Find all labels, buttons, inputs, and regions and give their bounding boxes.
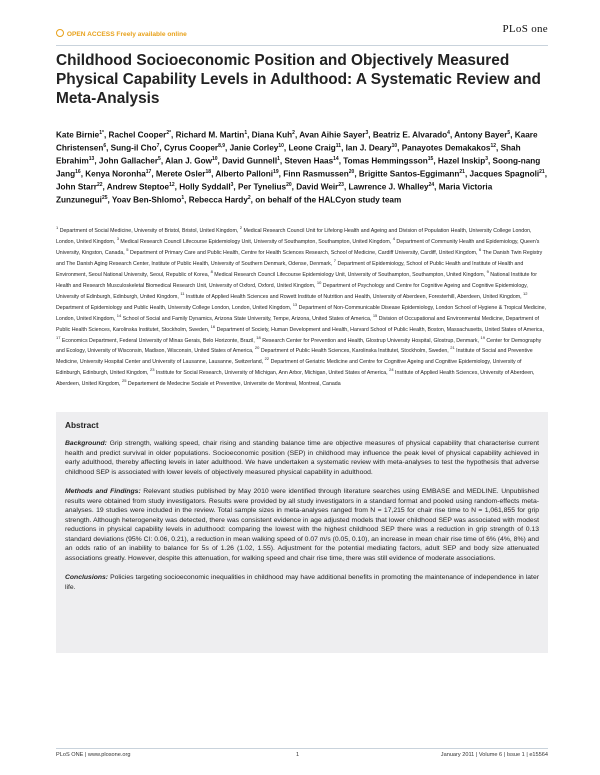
- affiliation-number: 11: [180, 290, 185, 296]
- affiliation-text: Department of Primary Care and Public Health, Centre for Health Sciences Research, School of Medicine, Cardiff University, Cardiff, United Kingdom,: [129, 249, 478, 256]
- abstract-label: Background:: [65, 440, 107, 447]
- author-affiliation-ref: 17: [145, 169, 152, 176]
- author: Finn Rasmussen: [283, 169, 349, 179]
- author-affiliation-ref: 15: [427, 156, 434, 163]
- author: Tomas Hemmingsson: [343, 156, 428, 166]
- affiliation-number: 22: [264, 356, 270, 362]
- affiliation-number: 20: [254, 345, 260, 351]
- affiliation-text: Institute of Social and Preventive Medicine, University Hospital Center and University of Lausanne, Lausanne, Switzerland,: [56, 348, 533, 366]
- affiliation-text: National Institute for Health and Research Musculoskeletal Biomedical Research Unit, University of Oxford, Oxford, United Kingdom,: [56, 271, 537, 289]
- author-affiliation-ref: 12: [169, 182, 175, 189]
- author: Merete Osler: [155, 169, 206, 179]
- footer-citation: January 2011 | Volume 6 | Issue 1 | e15564: [440, 752, 548, 758]
- author: Maria Victoria Zunzunegui: [56, 182, 493, 205]
- affiliation-text: Department of Society, Human Development and Health, Harvard School of Public Health, Boston, Massachusetts, United States of America,: [216, 326, 544, 333]
- author: Janie Corley: [229, 143, 279, 153]
- affiliation-text: Institute of Applied Health Sciences and Rowett Institute of Nutrition and Health, University of Aberdeen, Foresterhill, Aberdeen, United Kingdom,: [185, 293, 522, 300]
- journal-logo: [503, 23, 549, 35]
- affiliation-text: Institute of Applied Health Sciences, University of Aberdeen, Aberdeen, United Kingdom,: [56, 370, 535, 388]
- author-affiliation-ref: 5: [507, 130, 511, 136]
- affiliation-number: 17: [56, 334, 61, 340]
- author-affiliation-ref: 10: [391, 143, 398, 150]
- author: Kaare Christensen: [56, 130, 538, 153]
- author-affiliation-ref: 16: [75, 169, 81, 176]
- author: Richard M. Martin: [175, 130, 245, 140]
- affiliation-text: Department of Psychology and Centre for Cognitive Ageing and Cognitive Epidemiology, University of Edinburgh, Edinburgh, United Kingdom,: [56, 282, 528, 300]
- author-affiliation-ref: 12: [490, 143, 497, 150]
- author: Kate Birnie: [56, 130, 100, 140]
- author: Avan Aihie Sayer: [299, 130, 366, 140]
- article-title: Childhood Socioeconomic Position and Objectively Measured Physical Capability Levels in Adulthood: A Systematic Review and Meta-Analysis: [56, 52, 541, 107]
- affiliation-text: Institute for Social Research, University of Michigan, Ann Arbor, Michigan, United States of America,: [155, 370, 388, 377]
- affiliation-text: Department of Non-Communicable Disease Epidemiology, London School of Hygiene & Tropical Medicine, London, United Kingdom,: [56, 304, 546, 322]
- footer-journal: PLoS ONE | www.plosone.org: [56, 752, 131, 758]
- affiliation-text: Departement de Medecine Sociale et Preventive, Universite de Montreal, Montreal, Canada: [127, 381, 341, 388]
- author-affiliation-ref: 1: [244, 130, 248, 136]
- author: Holly Syddall: [179, 182, 231, 192]
- abstract-box: [56, 412, 548, 653]
- author-affiliation-ref: 3: [230, 182, 234, 189]
- affiliation-text: Medical Research Council Lifecourse Epidemiology Unit, University of Southampton, Southampton, United Kingdom,: [214, 271, 486, 278]
- affiliation-text: Department of Social Medicine, University of Bristol, Bristol, United Kingdom,: [59, 227, 239, 234]
- affiliation-number: 12: [523, 290, 528, 296]
- author-affiliation-ref: 21: [459, 169, 465, 176]
- header-divider: [56, 45, 548, 46]
- author-affiliation-ref: 10: [211, 156, 218, 163]
- author: Steven Haas: [284, 156, 334, 166]
- author: Beatriz E. Alvarado: [372, 130, 448, 140]
- author-affiliation-ref: 1: [181, 195, 185, 202]
- affiliation-text: Department of Community Health and Epidemiology, Queen's University, Kingston, Canada,: [56, 238, 540, 256]
- affiliations: [56, 224, 548, 388]
- author: Panayotes Demakakos: [401, 143, 491, 153]
- author-group: , on behalf of the HALCyon study team: [250, 195, 402, 205]
- affiliation-text: Medical Research Council Lifecourse Epidemiology Unit, University of Southampton, Southampton, United Kingdom,: [120, 238, 392, 245]
- abstract-text: Grip strength, walking speed, chair rising and standing balance time are objective measures of physical capability that characterise current health and predict survival in older populations. Socioeconomic position (SEP) in childhood may influence the peak level of physical capability achieved in early adulthood, thereby affecting levels in later adulthood. We have undertaken a systematic review with meta-analyses to test the hypothesis that adverse childhood SEP is associated with lower levels of objectively measured physical capability in adulthood.: [65, 440, 539, 476]
- author-affiliation-ref: 2: [247, 195, 251, 202]
- author-affiliation-ref: 10: [278, 143, 284, 150]
- affiliation-text: Department of Epidemiology and Public Health, University College London, London, United Kingdom,: [56, 304, 292, 311]
- author-affiliation-ref: 4: [447, 130, 450, 136]
- author-list: Kate Birnie$^{1*}$, Rachel Cooper$^{2*}$, Richard M. Martin$^1$, Diana Kuh$^2$, Avan Aihie Sayer$^3$, Beatriz E. Alvarado$^4$, Antony Bayer$^5$, Kaare Christensen$^6$, Sung-il Cho$^7$, Cyrus Cooper$^{8,9}$, Janie Corley$^{10}$, Leone Craig$^{11}$, Ian J. Deary$^{10}$, Panayotes Demakakos$^{12}$, Shah Ebrahim$^{13}$, John Gallacher$^5$, Alan J. Gow$^{10}$, David Gunnell$^1$, Steven Haas$^{14}$, Tomas Hemmingsson$^{15}$, Hazel Inskip$^3$, Soong-nang Jang$^{16}$, Kenya Noronha$^{17}$, Merete Osler$^{18}$, Alberto Palloni$^{19}$, Finn Rasmussen$^{20}$, Brigitte Santos-Eggimann$^{21}$, Jacques Spagnoli$^{21}$, John Starr$^{22}$, Andrew Steptoe$^{12}$, Holly Syddall$^3$, Per Tynelius$^{20}$, David Weir$^{23}$, Lawrence J. Whalley$^{24}$, Maria Victoria Zunzunegui$^{25}$, Yoav Ben-Shlomo$^1$, Rebecca Hardy$^2$, on behalf of the HALCyon study team: [56, 130, 547, 205]
- affiliation-number: 9: [486, 268, 489, 274]
- author-affiliation-ref: 14: [333, 156, 339, 163]
- affiliation-number: 21: [450, 345, 455, 351]
- author: Leone Craig: [288, 143, 336, 153]
- affiliation-number: 15: [372, 312, 378, 318]
- author: Soong-nang Jang: [56, 156, 541, 179]
- author-affiliation-ref: 24: [428, 182, 435, 189]
- affiliation-text: Center for Demography and Ecology, University of Wisconsin, Madison, Wisconsin, United States of America,: [56, 337, 542, 355]
- author-affiliation-ref: 3: [485, 156, 488, 163]
- author: Per Tynelius: [237, 182, 287, 192]
- affiliation-number: 6: [478, 246, 482, 252]
- author: Rachel Cooper: [108, 130, 167, 140]
- author: Rebecca Hardy: [188, 195, 248, 205]
- open-access-banner: [56, 29, 187, 38]
- abstract-label: Conclusions:: [65, 574, 109, 581]
- affiliation-text: Research Center for Prevention and Health, Glostrup University Hospital, Glostrup, Denmark,: [262, 337, 479, 344]
- author: Shah Ebrahim: [56, 143, 521, 166]
- affiliation-number: 7: [333, 257, 336, 263]
- abstract-methods: [65, 487, 539, 563]
- author-affiliation-ref: 21: [539, 169, 545, 176]
- author: Diana Kuh: [251, 130, 293, 140]
- author-affiliation-ref: 3: [365, 130, 369, 136]
- affiliation-number: 18: [256, 334, 261, 340]
- author-affiliation-ref: 18: [205, 169, 212, 176]
- author-affiliation-ref: 20: [286, 182, 292, 189]
- affiliation-text: School of Social and Family Dynamics, Arizona State University, Tempe, Arizona, United States of America,: [122, 315, 372, 322]
- affiliation-text: Department of Public Health Sciences, Karolinska Institutet, Stockholm, Sweden,: [260, 348, 449, 355]
- author: Hazel Inskip: [437, 156, 486, 166]
- open-access-label: OPEN ACCESS Freely available online: [66, 31, 187, 38]
- author: Ian J. Deary: [345, 143, 392, 153]
- affiliation-number: 10: [316, 279, 322, 285]
- affiliation-text: Economics Department, Federal University of Minas Gerais, Belo Horizonte, Brazil,: [61, 337, 255, 344]
- author-affiliation-ref: 2*: [166, 130, 172, 136]
- affiliation-number: 8: [210, 268, 213, 274]
- author-affiliation-ref: 22: [96, 182, 103, 189]
- author: John Starr: [56, 182, 97, 192]
- affiliation-number: 1: [56, 225, 59, 230]
- author-affiliation-ref: 19: [273, 169, 279, 176]
- author-affiliation-ref: 11: [335, 143, 342, 150]
- author-affiliation-ref: 5: [158, 156, 161, 163]
- author-affiliation-ref: 7: [156, 143, 160, 150]
- author-affiliation-ref: 8,9: [218, 143, 226, 150]
- author: David Weir: [296, 182, 339, 192]
- abstract-label: Methods and Findings:: [65, 488, 141, 495]
- author-affiliation-ref: 25: [101, 195, 108, 202]
- author: Cyrus Cooper: [163, 143, 219, 153]
- author: Alan J. Gow: [165, 156, 212, 166]
- affiliation-number: 23: [150, 367, 155, 373]
- author-affiliation-ref: 23: [338, 182, 344, 189]
- open-access-icon: [56, 29, 64, 37]
- abstract-conclusions: [65, 573, 539, 592]
- author-affiliation-ref: 1: [277, 156, 280, 163]
- journal-logo-text: PLoS one: [502, 23, 548, 35]
- affiliation-number: 19: [480, 334, 485, 340]
- author: Sung-il Cho: [110, 143, 157, 153]
- author: Jacques Spagnoli: [469, 169, 540, 179]
- author-affiliation-ref: 6: [103, 143, 107, 150]
- affiliation-number: 24: [389, 367, 394, 373]
- author: Lawrence J. Whalley: [348, 182, 429, 192]
- author: Andrew Steptoe: [106, 182, 170, 192]
- author: John Gallacher: [98, 156, 159, 166]
- affiliation-number: 13: [292, 301, 298, 307]
- footer-divider: [56, 748, 548, 749]
- affiliation-number: 2: [239, 225, 242, 230]
- author: Alberto Palloni: [215, 169, 274, 179]
- affiliation-number: 3: [116, 235, 119, 241]
- author-affiliation-ref: 13: [88, 156, 95, 163]
- author: Kenya Noronha: [85, 169, 146, 179]
- abstract-text: Policies targeting socioeconomic inequalities in childhood may have additional benefits in promoting the maintenance of independence in later life.: [65, 574, 539, 591]
- affiliation-text: The Danish Twin Registry and The Danish Aging Research Center, Institute of Public Health, University of Southern Denmark, Odense, Denmark,: [56, 249, 543, 267]
- affiliation-number: 16: [210, 323, 216, 329]
- affiliation-number: 5: [126, 246, 129, 252]
- abstract-heading: Abstract: [65, 420, 99, 430]
- affiliation-text: Department of Geriatric Medicine and Centre for Cognitive Ageing and Cognitive Epidemiology, University of Edinburgh, Edinburgh, United Kingdom,: [56, 359, 522, 377]
- author: Antony Bayer: [454, 130, 508, 140]
- affiliation-text: Division of Occupational and Environmental Medicine, Department of Public Health Sciences, Karolinska Institutet, Stockholm, Sweden,: [56, 315, 539, 333]
- affiliation-number: 14: [116, 312, 122, 318]
- author: David Gunnell: [222, 156, 278, 166]
- affiliation-number: 4: [392, 235, 395, 241]
- page-number: 1: [296, 752, 300, 758]
- affiliation-number: 25: [121, 378, 127, 384]
- author-affiliation-ref: 1*: [99, 130, 104, 136]
- author-affiliation-ref: 2: [292, 130, 295, 136]
- affiliation-text: Department of Epidemiology, School of Public Health and Institute of Health and Environment, Seoul National University, Seoul, Republic of Korea,: [56, 260, 524, 278]
- author-affiliation-ref: 20: [348, 169, 355, 176]
- author: Yoav Ben-Shlomo: [111, 195, 182, 205]
- author: Brigitte Santos-Eggimann: [358, 169, 460, 179]
- affiliation-text: Medical Research Council Unit for Lifelong Health and Ageing and Division of Population Health, University College London, London, United Kingdom,: [56, 227, 532, 245]
- abstract-background: [65, 439, 539, 477]
- abstract-text: Relevant studies published by May 2010 were identified through literature searches using EMBASE and MEDLINE. Unpublished results were obtained from study investigators. Results were provided by all study investigators in a standard format and pooled using random-effects meta-analyses. 19 studies were included in the review. Total sample sizes in meta-analyses ranged from N = 17,215 for chair rise time to N = 1,061,855 for grip strength. Although heterogeneity was detected, there was consistent evidence in age adjusted models that lower childhood SEP was associated with modest reductions in physical capability levels in adulthood: comparing the lowest with the highest childhood SEP there was a reduction in grip strength of 0.13 standard deviations (95% CI: 0.06, 0.21), a reduction in mean walking speed of 0.07 m/s (0.05, 0.10), an increase in mean chair rise time of 6% (4%, 8%) and an odds ratio of an inability to balance for 5s of 1.26 (1.02, 1.55). Adjustment for the potential mediating factors, adult SEP and body size attenuated associations greatly. However, despite this attenuation, for walking speed and chair rise time, there was still evidence of moderate associations.: [65, 488, 539, 562]
